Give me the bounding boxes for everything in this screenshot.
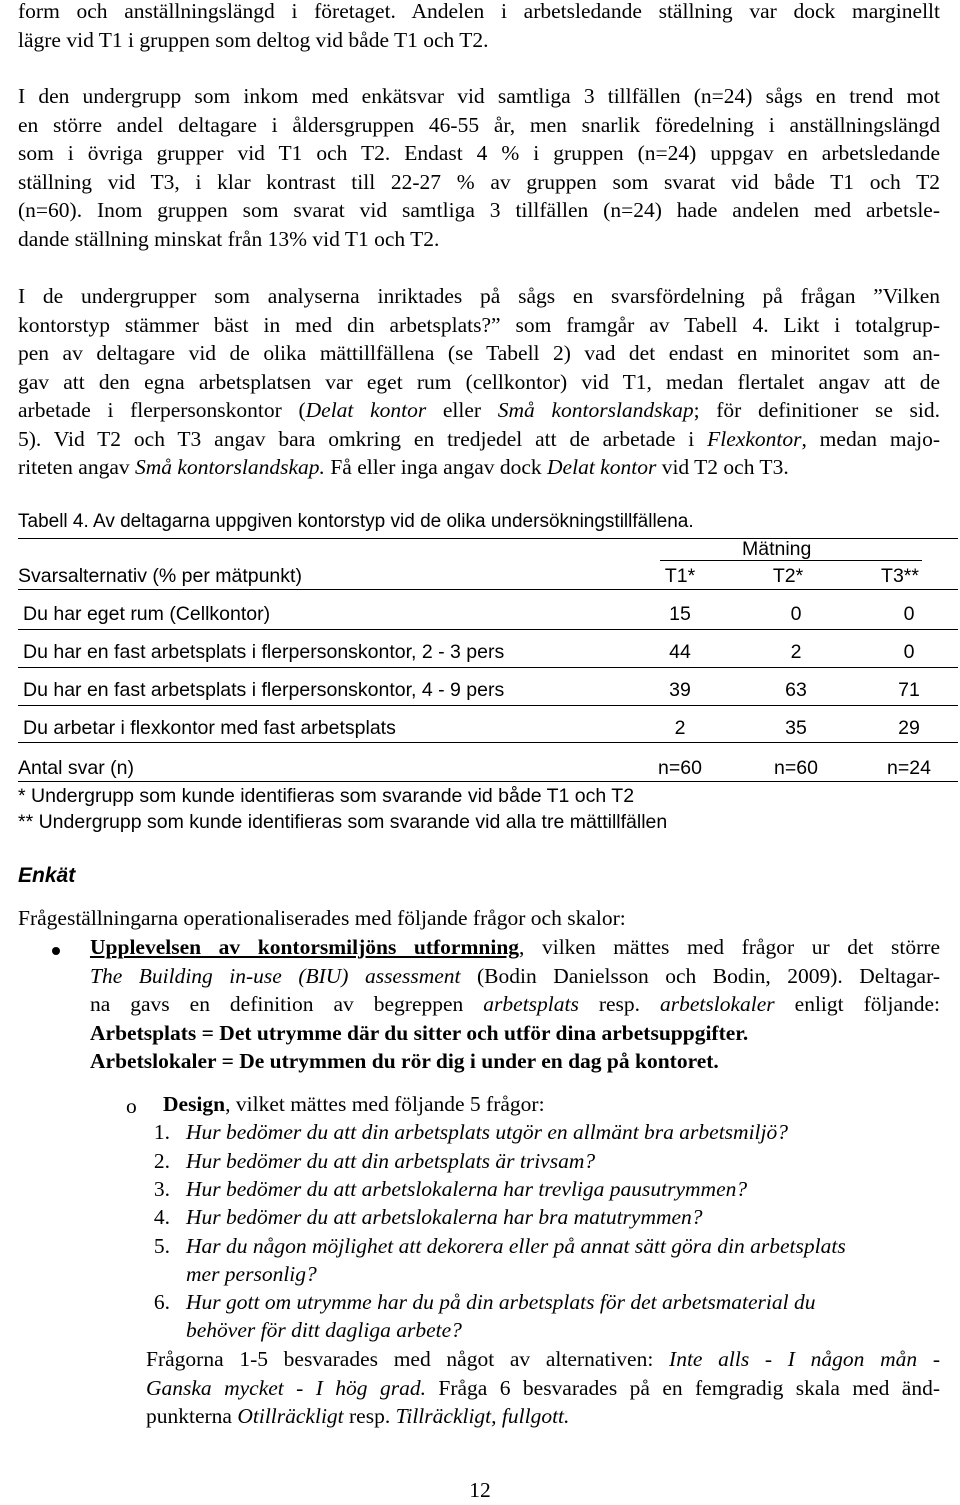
text-line: form och anställningslängd i företaget. Andelen i arbetsledande ställning var dock marginellt — [18, 0, 940, 23]
question-text: Hur bedömer du att arbetslokalerna har trevliga pausutrymmen? — [186, 1177, 748, 1201]
question-text: Hur gott om utrymme har du på din arbetsplats för det arbetsmaterial du — [186, 1290, 816, 1314]
emphasis: Otillräckligt — [237, 1404, 344, 1428]
cell-t1: 39 — [669, 679, 691, 701]
text-line: riteten angav Små kontorslandskap. Få eller inga angav dock Delat kontor vid T2 och T3. — [18, 455, 789, 479]
definition: Arbetsplats = Det utrymme där du sitter och utför dina arbetsuppgifter. — [90, 1020, 749, 1045]
total-t1: n=60 — [658, 757, 702, 779]
sub-bullet-marker: o — [126, 1094, 137, 1118]
text-line: punkterna Otillräckligt resp. Tillräckligt, fullgott. — [146, 1404, 570, 1428]
text-line: dande ställning minskat från 13% vid T1 och T2. — [18, 226, 440, 251]
paragraph-2 — [18, 82, 940, 253]
bullet-icon — [52, 947, 60, 955]
text-line: gav att den egna arbetsplatsen var eget rum (cellkontor) vid T1, medan flertalet angav att de — [18, 369, 940, 394]
cell-t2: 63 — [785, 679, 807, 701]
emphasis: arbetslokaler — [660, 992, 775, 1016]
cell-t3: 0 — [903, 641, 915, 663]
text-line: arbetade i flerpersonskontor (Delat kontor eller Små kontorslandskap; för definitioner se sid. — [18, 398, 941, 422]
cell-t1: 44 — [669, 641, 691, 663]
text-line: The Building in-use (BIU) assessment (Bodin Danielsson och Bodin, 2009). Deltagar- — [90, 963, 940, 988]
cell-t2: 2 — [790, 641, 802, 663]
text-line: som i övriga grupper vid T1 och T2. Endast 4 % i gruppen (n=24) uppgav en arbetsledande — [18, 141, 940, 165]
question-text: Hur bedömer du att arbetslokalerna har bra matutrymmen? — [186, 1205, 703, 1229]
text-line: Upplevelsen av kontorsmiljöns utformning, vilken mättes med frågor ur det större — [90, 935, 940, 959]
question-text: Hur bedömer du att din arbetsplats utgör en allmänt bra arbetsmiljö? — [186, 1120, 788, 1144]
question-number: 5. — [153, 1234, 170, 1258]
table-caption: Tabell 4. Av deltagarna uppgiven kontorstyp vid de olika undersökningstillfällena. — [18, 511, 694, 532]
question-number: 4. — [153, 1205, 170, 1229]
text-line: Frågorna 1-5 besvarades med något av alternativen: Inte alls - I någon mån - — [146, 1347, 940, 1371]
total-t2: n=60 — [774, 757, 818, 779]
question-number: 6. — [153, 1290, 170, 1314]
question-number: 2. — [153, 1149, 170, 1173]
question-text: Har du någon möjlighet att dekorera eller på annat sätt göra din arbetsplats — [186, 1234, 846, 1258]
paragraph-3 — [18, 282, 940, 482]
table-group-header: Mätning — [742, 538, 812, 560]
row-divider — [18, 629, 958, 630]
table-row — [18, 638, 958, 666]
scale-description — [146, 1345, 940, 1431]
bullet-content — [90, 933, 940, 1076]
text-line: 5). Vid T2 och T3 angav bara omkring en tredjedel att de arbetade i Flexkontor, medan majo- — [18, 426, 940, 451]
column-header-t2: T2* — [772, 565, 804, 587]
row-label: Du har en fast arbetsplats i flerpersonskontor, 4 - 9 pers — [23, 679, 505, 701]
cell-t3: 0 — [903, 603, 915, 625]
text-line: ställning vid T3, i klar kontrast till 22-27 % av gruppen som svarat vid både T1 och T2 — [18, 169, 940, 194]
total-t3: n=24 — [887, 757, 931, 779]
row-label: Du arbetar i flexkontor med fast arbetsplats — [23, 717, 396, 739]
paragraph-1 — [18, 0, 940, 54]
text-line: kontorstyp stämmer bäst in med din arbetsplats?” som framgår av Tabell 4. Likt i totalgrup- — [18, 312, 940, 337]
row-label: Du har eget rum (Cellkontor) — [23, 603, 271, 625]
emphasis: Delat kontor — [305, 398, 427, 422]
table-footnote: ** Undergrupp som kunde identifieras som svarande vid alla tre mättillfällen — [18, 811, 668, 833]
table-body-rule — [18, 742, 958, 743]
column-header-t3: T3** — [881, 565, 919, 587]
row-divider — [18, 667, 958, 668]
design-heading: Design, vilket mättes med följande 5 frågor: — [163, 1092, 545, 1116]
cell-t3: 71 — [898, 679, 920, 701]
page-number: 12 — [469, 1478, 491, 1502]
table-top-rule — [18, 538, 958, 539]
cell-t2: 0 — [790, 603, 802, 625]
text-line: (n=60). Inom gruppen som svarat vid samtliga 3 tillfällen (n=24) hade andelen med arbetsle- — [18, 198, 940, 222]
cell-t3: 29 — [898, 717, 920, 739]
table-footnote: * Undergrupp som kunde identifieras som svarande vid både T1 och T2 — [18, 785, 635, 807]
question-number: 3. — [153, 1177, 170, 1201]
text-line: na gavs en definition av begreppen arbetsplats resp. arbetslokaler enligt följande: — [90, 992, 941, 1016]
text-line: I den undergrupp som inkom med enkätsvar vid samtliga 3 tillfällen (n=24) sågs en trend mot — [18, 84, 940, 108]
emphasis: arbetsplats — [483, 992, 579, 1016]
cell-t2: 35 — [785, 717, 807, 739]
section-heading: Enkät — [18, 864, 76, 887]
text-line: I de undergrupper som analyserna inriktades på sågs en svarsfördelning på frågan ”Vilken — [18, 284, 940, 308]
table-header-rule — [18, 589, 958, 590]
text-line: en större andel deltagare i åldersgruppen 46-55 år, men snarlik föredelning i anställningslängd — [18, 112, 940, 137]
text-line: Ganska mycket - I hög grad. Fråga 6 besvarades på en femgradig skala med änd- — [146, 1375, 940, 1400]
bullet-title: Upplevelsen av kontorsmiljöns utformning — [90, 935, 520, 959]
cell-t1: 2 — [674, 717, 686, 739]
text-line: pen av deltagare vid de olika mättillfällena (se Tabell 2) vad det endast en minoritet som an- — [18, 341, 940, 365]
table-row-header: Svarsalternativ (% per mätpunkt) — [18, 565, 302, 587]
text-line: lägre vid T1 i gruppen som deltog vid både T1 och T2. — [18, 27, 489, 52]
emphasis: Flexkontor — [707, 426, 802, 451]
emphasis: Ganska mycket - I hög grad. — [146, 1375, 426, 1400]
table-row — [18, 714, 958, 742]
table-row — [18, 600, 958, 628]
question-text: Hur bedömer du att din arbetsplats är trivsam? — [186, 1149, 596, 1173]
total-label: Antal svar (n) — [18, 757, 134, 779]
question-text: mer personlig? — [186, 1262, 317, 1286]
emphasis: Små kontorslandskap — [497, 398, 694, 422]
group-header-rule — [660, 560, 922, 561]
cell-t1: 15 — [669, 603, 691, 625]
row-divider — [18, 705, 958, 706]
intro-text: Frågeställningarna operationaliserades med följande frågor och skalor: — [18, 906, 626, 930]
emphasis: Tillräckligt, fullgott. — [395, 1404, 570, 1428]
table-row — [18, 676, 958, 704]
emphasis: Små kontorslandskap. — [135, 455, 325, 479]
emphasis: The Building in-use (BIU) assessment — [90, 963, 461, 988]
column-header-t1: T1* — [664, 565, 696, 587]
row-label: Du har en fast arbetsplats i flerpersonskontor, 2 - 3 pers — [23, 641, 505, 663]
question-text: behöver för ditt dagliga arbete? — [186, 1318, 462, 1342]
emphasis: Delat kontor — [547, 455, 657, 479]
table-total-row — [18, 754, 958, 782]
definition: Arbetslokaler = De utrymmen du rör dig i under en dag på kontoret. — [90, 1049, 719, 1073]
emphasis: Inte alls - I någon mån - — [669, 1347, 940, 1371]
question-number: 1. — [153, 1120, 170, 1144]
